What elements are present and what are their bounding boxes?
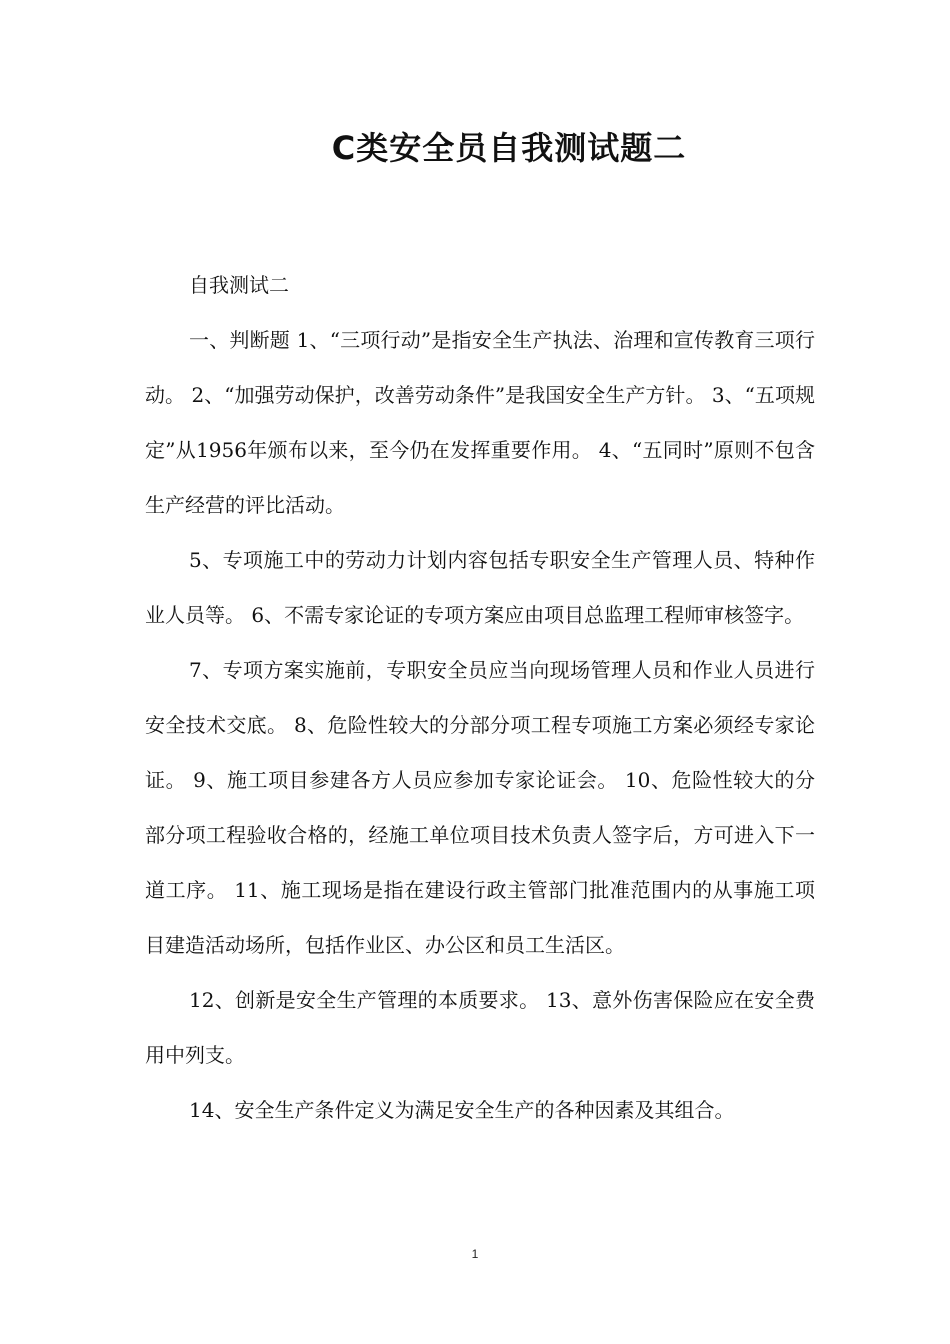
paragraph-questions-5-6: 5、专项施工中的劳动力计划内容包括专职安全生产管理人员、特种作业人员等。 6、不需专家论证的专项方案应由项目总监理工程师审核签字。 (145, 548, 815, 627)
section-heading: 自我测试二 (189, 273, 289, 297)
page-title: C类安全员自我测试题二 (331, 129, 687, 167)
document-body (145, 258, 815, 1138)
paragraph-question-14: 14、安全生产条件定义为满足安全生产的各种因素及其组合。 (189, 1098, 735, 1122)
page-number: 1 (471, 1247, 479, 1261)
paragraph-questions-12-13: 12、创新是安全生产管理的本质要求。 13、意外伤害保险应在安全费用中列支。 (145, 988, 815, 1067)
paragraph-questions-7-11: 7、专项方案实施前，专职安全员应当向现场管理人员和作业人员进行安全技术交底。 8、危险性较大的分部分项工程专项施工方案必须经专家论证。 9、施工项目参建各方人员应参加专家论证会。 10、危险性较大的分部分项工程验收合格的，经施工单位项目技术负责人签字后，方可进入下一道工序。 11、施工现场是指在建设行政主管部门批准范围内的从事施工项目建造活动场所，包括作业区、办公区和员工生活区。 (145, 658, 815, 957)
paragraph-questions-1-4: 一、判断题 1、“三项行动”是指安全生产执法、治理和宣传教育三项行动。 2、“加强劳动保护，改善劳动条件”是我国安全生产方针。 3、“五项规定”从1956年颁布以来，至今仍在发挥重要作用。 4、“五同时”原则不包含生产经营的评比活动。 (145, 328, 815, 517)
